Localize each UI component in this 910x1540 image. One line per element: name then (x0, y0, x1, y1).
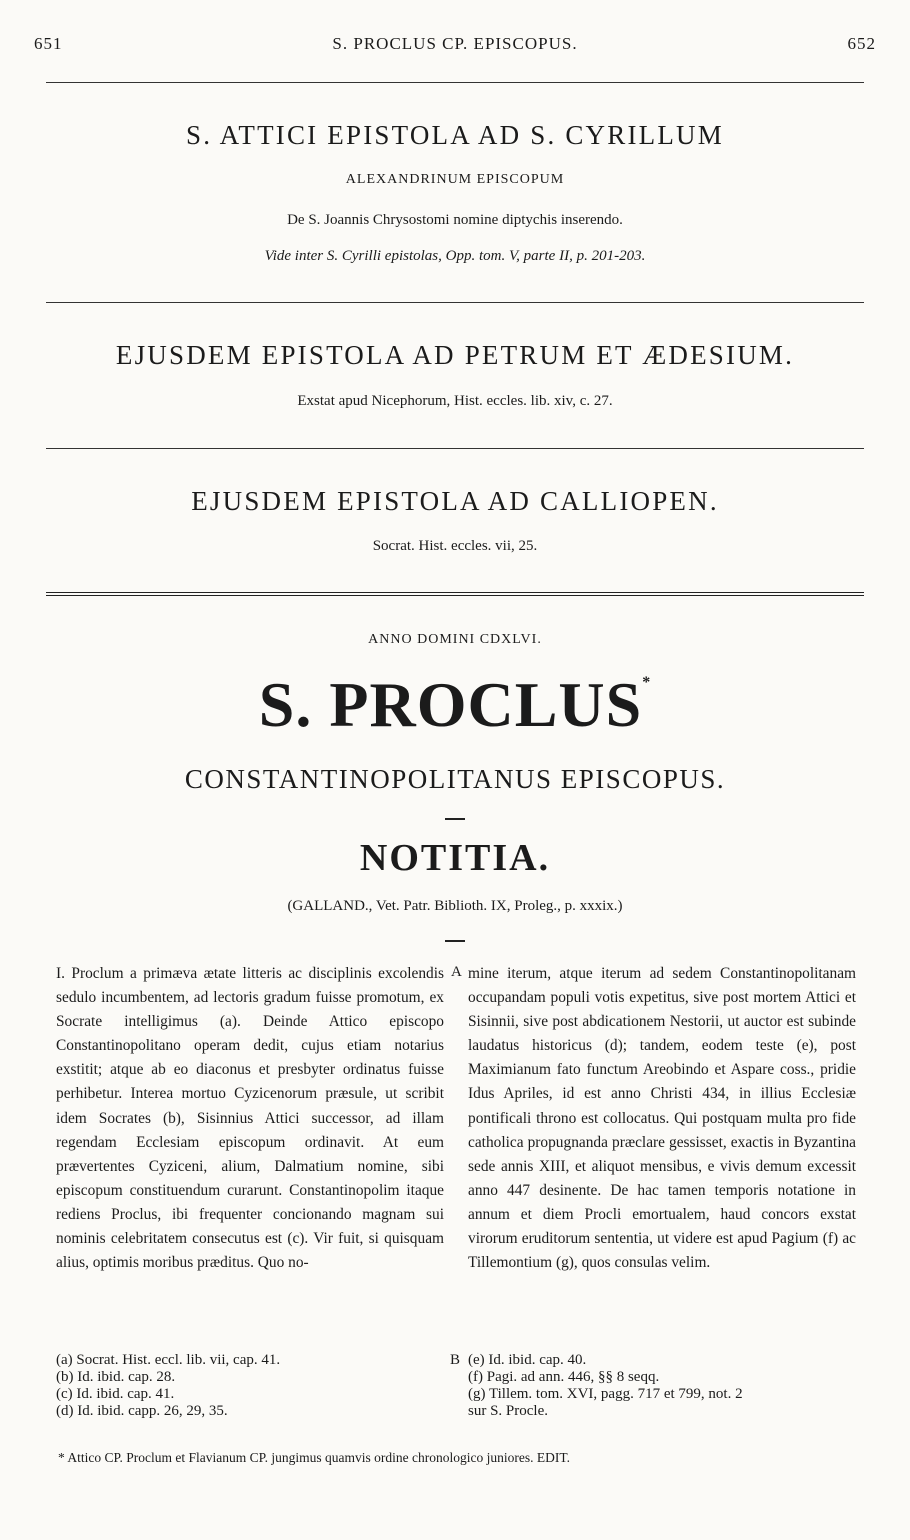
section2-reference: Exstat apud Nicephorum, Hist. eccles. lib. xiv, c. 27. (297, 393, 613, 409)
section1-subtitle: ALEXANDRINUM EPISCOPUM (345, 172, 565, 187)
section-divider (46, 448, 864, 449)
running-title: S. PROCLUS CP. EPISCOPUS. (332, 34, 578, 53)
footnote: (b) Id. ibid. cap. 28. (56, 1369, 176, 1385)
section3-reference: Socrat. Hist. eccles. vii, 25. (372, 538, 538, 554)
section-divider (46, 302, 864, 303)
footnote: sur S. Procle. (468, 1403, 548, 1419)
header-rule (46, 82, 864, 83)
running-head (34, 34, 876, 58)
footnote: (c) Id. ibid. cap. 41. (56, 1386, 175, 1402)
footnotes-left (56, 1352, 280, 1420)
footnote: (e) Id. ibid. cap. 40. (468, 1352, 587, 1368)
footnote: (g) Tillem. tom. XVI, pagg. 717 et 799, not. 2 (468, 1386, 743, 1402)
body-column-right: mine iterum, atque iterum ad sedem Constantinopolitanam occupandam populi votis expetitus, sive post mortem Attici et Sisinnii, sive post abdicationem Nestorii, ut auctor est subinde laudatus historicus (d); tandem, eodem teste (e), post Maximianum fato functum Areobindo et Aspare coss., pridie Idus Apriles, id est anno Christi 434, in illius Ecclesiæ pontificali throno est collocatus. Qui postquam multa pro fide catholica propugnanda præclare gessisset, exactis in Byzantina sede annis XIII, et aliquot mensibus, e vivis demum excessit anno 447 desinente. De hac tamen temporis notatione in annum et diem Procli emortualem, haud concors exstat virorum eruditorum sententia, ut videre est apud Pagium (f) ac Tillemontium (g), quos consulas velim. (468, 965, 856, 1272)
title-footnote-mark: * (642, 674, 652, 691)
section3-title: EJUSDEM EPISTOLA AD CALLIOPEN. (191, 486, 719, 516)
editor-note: * Attico CP. Proclum et Flavianum CP. jungimus quamvis ordine chronologico juniores. EDIT. (58, 1450, 570, 1465)
notitia-heading: NOTITIA. (359, 837, 551, 879)
footnotes-right (468, 1352, 743, 1420)
see-title: CONSTANTINOPOLITANUS EPISCOPUS. (184, 764, 726, 794)
section1-description: De S. Joannis Chrysostomi nomine diptychis inserendo. (287, 212, 623, 228)
right-page-number: 652 (847, 34, 876, 53)
double-rule (46, 592, 864, 596)
main-title (40, 668, 870, 742)
section2-title: EJUSDEM EPISTOLA AD PETRUM ET ÆDESIUM. (115, 340, 795, 370)
anno-domini: ANNO DOMINI CDXLVI. (368, 632, 542, 647)
column-marker-a: A (451, 964, 462, 980)
left-page-number: 651 (34, 34, 63, 53)
source-reference: (GALLAND., Vet. Patr. Biblioth. IX, Proleg., p. xxxix.) (287, 898, 623, 914)
section1-reference: Vide inter S. Cyrilli epistolas, Opp. tom. V, parte II, p. 201-203. (264, 248, 646, 264)
footnote: (f) Pagi. ad ann. 446, §§ 8 seqq. (468, 1369, 660, 1385)
main-title-text: S. PROCLUS (258, 669, 643, 740)
footnote: (d) Id. ibid. capp. 26, 29, 35. (56, 1403, 228, 1419)
section1-title: S. ATTICI EPISTOLA AD S. CYRILLUM (186, 120, 724, 150)
column-marker-b: B (450, 1352, 461, 1368)
title-dash (445, 818, 465, 820)
footnote: (a) Socrat. Hist. eccl. lib. vii, cap. 41. (56, 1352, 281, 1368)
source-dash (445, 940, 465, 942)
body-column-left: I. Proclum a primæva ætate litteris ac disciplinis excolendis sedulo incumbentem, ad lectoris gradum fuisse promotum, ex Socrate intelligimus (a). Deinde Attico episcopo Constantinopolitano operam dedit, cujus etiam notarius exstitit; atque ab eo diaconus et presbyter ordinatus fuisse perhibetur. Interea mortuo Cyzicenorum præsule, ut scribit idem Socrates (b), Sisinnius Attici successor, ad illam regendam Ecclesiam episcopum ordinavit. At eum prævertentes Cyziceni, alium, Dalmatium nomine, sibi episcopum constituendum curarunt. Constantinopolim itaque rediens Proclus, ibi frequenter concionando magnam sui nominis celebritatem consecutus est (c). Vir fuit, si quisquam alius, optimis moribus præditus. Quo no- (56, 965, 444, 1272)
